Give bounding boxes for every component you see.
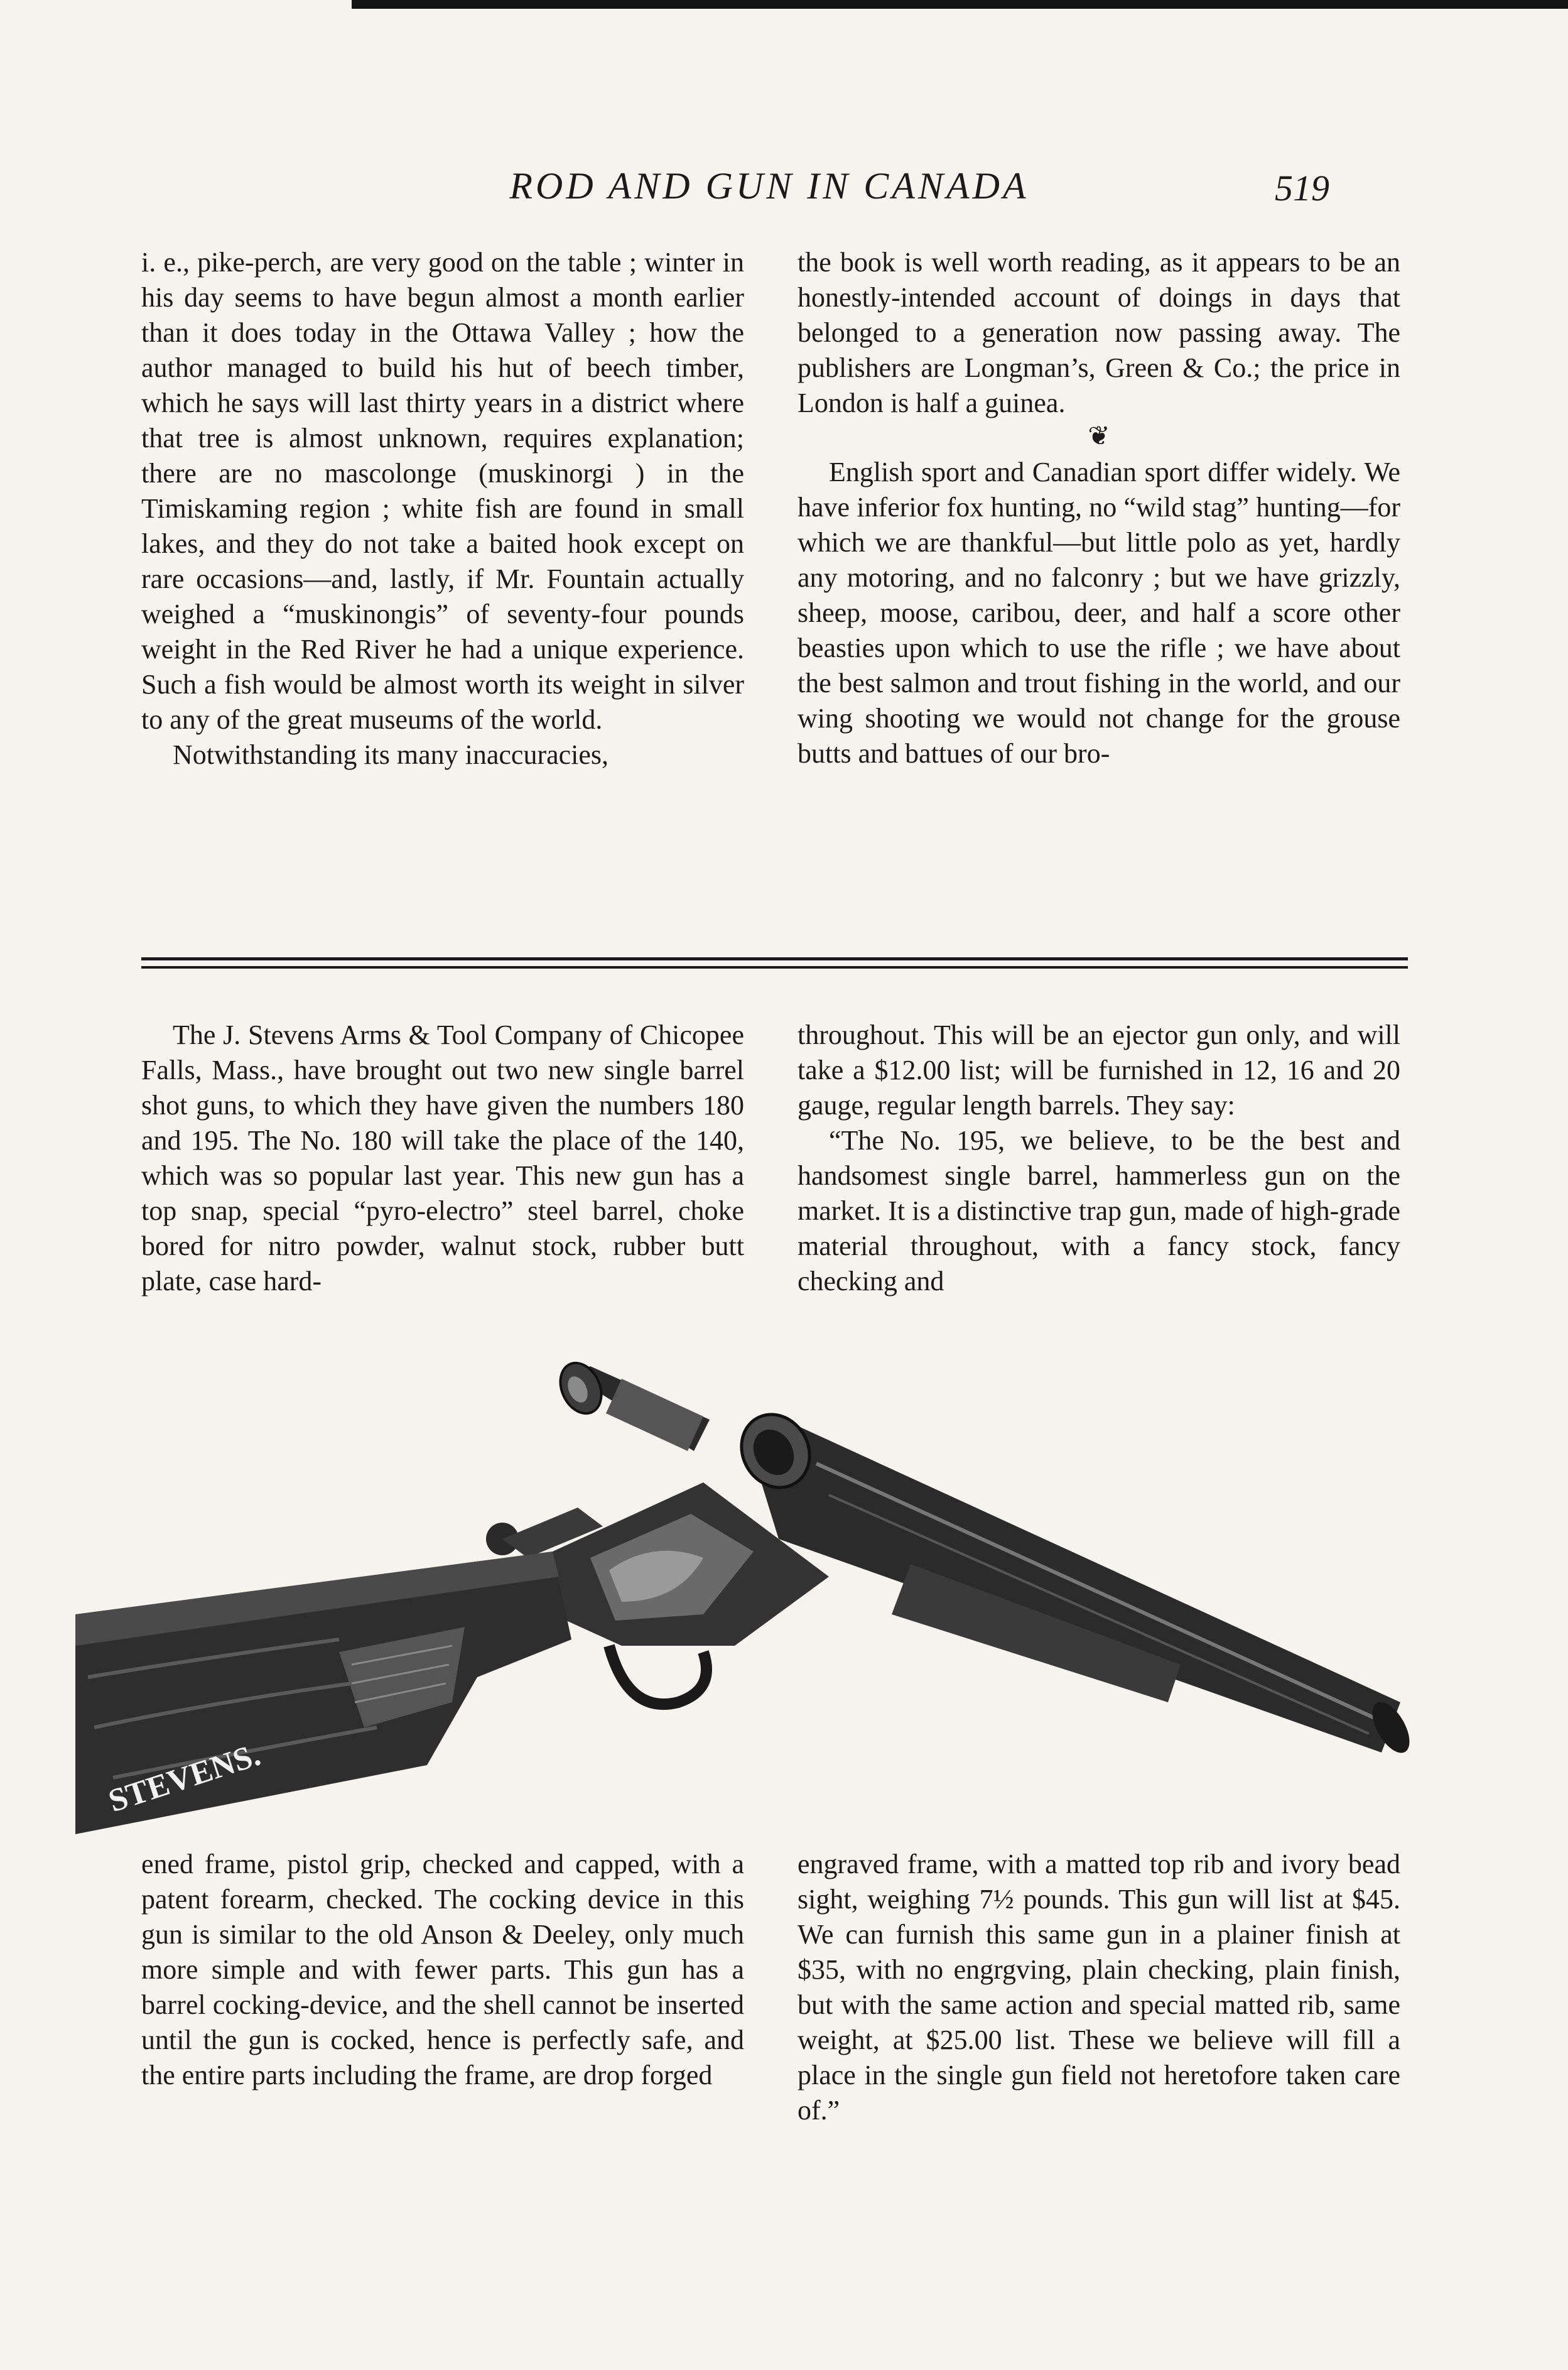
- stevens-paragraph: The J. Stevens Arms & Tool Company of Chicopee Falls, Mass., have brought out two new single barrel shot guns, to which they have given the numbers 180 and 195. The No. 180 will take the place of the 140, which was so popular last year. This new gun has a top snap, special “pyro-electro” steel barrel, choke bored for nitro powder, walnut stock, rubber butt plate, case hard-: [141, 1019, 744, 1296]
- review-column-left: [141, 245, 744, 773]
- top-border-bar: [352, 0, 1568, 9]
- page-number: 519: [1275, 168, 1329, 209]
- journal-title: ROD AND GUN IN CANADA: [509, 165, 1029, 207]
- trigger-guard: [609, 1646, 706, 1704]
- stevens-paragraph: ened frame, pistol grip, checked and capped, with a patent forearm, checked. The cocking device in this gun is similar to the old Anson & Deeley, only much more simple and with fewer parts. This gun has a barrel cocking-device, and the shell cannot be inserted until the gun is cocked, hence is perfectly safe, and the entire parts including the frame, are drop forged: [141, 1849, 744, 2090]
- stevens-column-upper-right: [798, 1018, 1400, 1299]
- review-paragraph: Notwithstanding its many inaccuracies,: [173, 739, 609, 770]
- sport-paragraph: English sport and Canadian sport differ widely. We have inferior fox hunting, no “wild stag” hunting—for which we are thankful—but little polo as yet, hardly any motoring, and no falconry ; but we have grizzly, sheep, moose, caribou, deer, and half a score other beasties upon which to use the rifle ; we have about the best salmon and trout fishing in the world, and our wing shooting we would not change for the grouse butts and battues of our bro-: [798, 457, 1400, 769]
- stevens-column-upper-left: [141, 1018, 744, 1299]
- stevens-column-lower-left: [141, 1847, 744, 2093]
- stevens-paragraph: engraved frame, with a matted top rib and ivory bead sight, weighing 7½ pounds. This gun will list at $45. We can furnish this same gun in a plainer finish at $35, with no engrgving, plain checking, plain finish, but with the same action and special matted rib, same weight, at $25.00 list. These we believe will fill a place in the single gun field not heretofore taken care of.”: [798, 1849, 1400, 2126]
- shotgun-illustration: [75, 1351, 1419, 1834]
- review-paragraph: i. e., pike-perch, are very good on the table ; winter in his day seems to have begun almost a month earlier than it does today in the Ottawa Valley ; how the author managed to build his hut of beech timber, which he says will last thirty years in a district where that tree is almost unknown, requires explanation; there are no mascolonge (muskinorgi ) in the Timiskaming region ; white fish are found in small lakes, and they do not take a baited hook except on rare occasions—and, lastly, if Mr. Fountain actually weighed a “muskinongis” of seventy-four pounds weight in the Red River he had a unique experience. Such a fish would be almost worth its weight in silver to any of the great museums of the world.: [141, 247, 744, 735]
- stevens-column-lower-right: [798, 1847, 1400, 2128]
- stock-marking: STEVENS.: [104, 1736, 265, 1820]
- shotgun-drawing: [75, 1351, 1419, 1834]
- stevens-paragraph: throughout. This will be an ejector gun only, and will take a $12.00 list; will be furnished in 12, 16 and 20 gauge, regular length barrels. They say:: [798, 1019, 1400, 1121]
- review-column-right: [798, 245, 1400, 771]
- review-paragraph: the book is well worth reading, as it appears to be an honestly-intended account of doings in days that belonged to a generation now passing away. The publishers are Longman’s, Green & Co.; the price in London is half a guinea.: [798, 247, 1400, 418]
- running-head: [0, 165, 1568, 209]
- shotgun-shell: [553, 1356, 710, 1451]
- section-double-rule: [141, 957, 1408, 970]
- fleuron-ornament: ❦: [1088, 422, 1110, 451]
- stevens-quote-paragraph: “The No. 195, we believe, to be the best and handsomest single barrel, hammerless gun on the market. It is a distinctive trap gun, made of high-grade material throughout, with a fancy stock, fancy checking and: [798, 1125, 1400, 1296]
- shotgun-barrel: [728, 1402, 1417, 1759]
